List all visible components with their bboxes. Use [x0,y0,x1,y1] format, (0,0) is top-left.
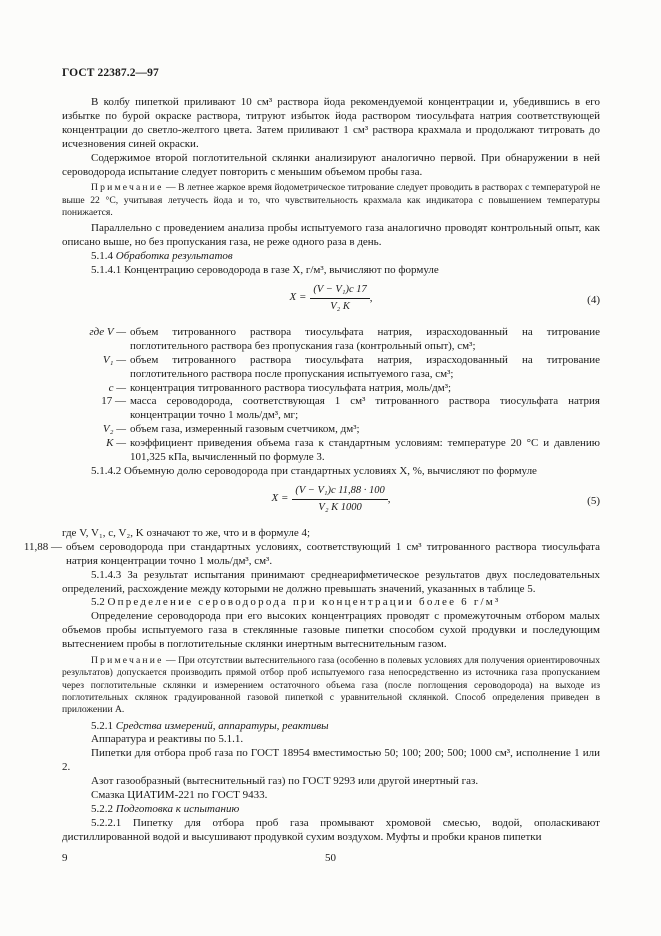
paragraph: Параллельно с проведением анализа пробы испытуемого газа аналогично проводят контрольный опыт, как описано выше, но без пропускания газа, не реже одного раза в день. [62,222,600,249]
note-label: Примечание [91,655,164,667]
definition-text: объем титрованного раствора тиосульфата натрия, израсходованный на титрование поглотительного раствора после пропускания испытуемого газа, см³; [130,353,600,380]
formula-lhs: X = [289,291,307,304]
definition-symbol: где V — [89,325,126,338]
definition-symbol: c — [108,381,126,394]
note [62,182,600,219]
formula-denominator: V₂ K [330,300,350,312]
section-heading [62,250,600,264]
definition-item [62,395,600,423]
definition-symbol: K — [106,437,126,450]
definition-item [62,382,600,396]
formula-4 [62,281,600,325]
formula-tail: , [387,492,391,505]
formula-numerator: (V − V₁)c 17 [310,283,369,299]
section-title: Обработка результатов [115,250,233,263]
paragraph: Содержимое второй поглотительной склянки анализируют аналогично первой. При обнаружении в ней сероводорода испытание следует повторить с меньшим объемом пробы газа. [62,151,600,178]
page-body [23,96,600,845]
section-heading [62,596,600,610]
definition-symbol: 11,88 — [23,540,62,553]
paragraph: 5.1.4.1 Концентрацию сероводорода в газе X, г/м³, вычисляют по формуле [91,264,439,277]
definition-item [62,354,600,382]
paragraph: 5.1.4.3 За результат испытания принимают среднеарифметическое результатов двух последовательных определений, расхождение между которыми не должно превышать значений, указанных в таблице 5. [62,568,600,595]
formula-5 [62,482,600,526]
formula-tail: , [369,291,373,304]
formula-number: (4) [587,293,600,306]
formula-lhs: X = [271,492,289,505]
paragraph: Азот газообразный (вытеснительный газ) по ГОСТ 9293 или другой инертный газ. [91,775,479,788]
document-code-header: ГОСТ 22387.2—97 [62,67,159,79]
definitions-intro: где V, V₁, c, V₂, K означают то же, что и в формуле 4; [62,526,311,539]
section-heading [62,720,600,734]
formula-number: (5) [587,494,600,507]
note-label: Примечание [91,182,164,194]
section-heading [62,803,600,817]
definition-text: объем газа, измеренный газовым счетчиком, дм³; [130,423,360,436]
definition-item [0,541,600,569]
paragraph: 5.1.4.2 Объемную долю сероводорода при стандартных условиях X, %, вычисляют по формуле [91,465,537,478]
definition-text: масса сероводорода, соответствующая 1 см³ титрованного раствора тиосульфата натрия концентрации точно 1 моль/дм³, мг; [130,395,600,422]
definition-symbol: 17 — [101,395,126,408]
section-title: Средства измерений, аппаратуры, реактивы [115,719,329,732]
definition-item [62,423,600,437]
page-number: 50 [325,852,336,864]
definition-symbol: V₂ — [102,423,126,436]
section-number: 5.2.2 [91,803,116,815]
section-title: Подготовка к испытанию [115,803,240,815]
section-number: 5.2.1 [91,719,116,732]
paragraph: Смазка ЦИАТИМ-221 по ГОСТ 9433. [91,789,268,802]
definition-item [62,437,600,465]
definition-item [62,326,600,354]
definition-text: коэффициент приведения объема газа к стандартным условиям: температуре 20 °С и давлению 101,325 кПа, вычисленный по формуле 3. [130,437,600,464]
footer-mark: 9 [62,852,68,864]
note-text: — При отсутствии вытеснительного газа (особенно в полевых условиях для получения ориентировочных результатов) допускается производить прямой отбор проб испытуемого газа непосредственно из источника газа пропусканием через поглотительные склянки и измерением остаточного объема газа (после поглощения сероводорода) на выходе из поглотительных склянок градуированной газовой пипеткой с уравнительной склянкой. Способ определения приведен в приложении А. [62,655,600,716]
paragraph: Определение сероводорода при его высоких концентрациях проводят с промежуточным отбором малых объемов пробы испытуемого газа в стеклянные газовые пипетки способом сухой продувки и последующим вытеснением пробы в поглотительные склянки инертным вытеснительным газом. [62,610,600,651]
formula-fraction [292,484,387,515]
paragraph: Пипетки для отбора проб газа по ГОСТ 18954 вместимостью 50; 100; 200; 500; 1000 см³, исполнение 1 или 2. [62,747,600,774]
definitions-list [62,326,600,465]
definition-symbol: V₁ — [102,353,126,366]
formula-numerator: (V − V₁)c 11,88 · 100 [292,484,387,500]
paragraph: В колбу пипеткой приливают 10 см³ раствора йода рекомендуемой концентрации и, убедившись в его избытке по бурой окраске раствора, титруют избыток йода раствором тиосульфата натрия соответствующей концентрации до светло-желтого цвета. Затем приливают 1 см³ раствора крахмала и продолжают титровать до исчезновения синей окраски. [62,96,600,150]
note [62,655,600,716]
formula-denominator: V₂ K 1000 [318,501,362,513]
section-title: Определение сероводорода при концентрации более 6 г/м³ [107,596,501,609]
definition-text: объем сероводорода при стандартных условиях, соответствующий 1 см³ титрованного раствора тиосульфата натрия концентрации точно 1 моль/дм³, см³. [66,540,600,567]
section-number: 5.2 [91,596,108,609]
paragraph: 5.2.2.1 Пипетку для отбора проб газа промывают хромовой смесью, водой, ополаскивают дистиллированной водой и высушивают продувкой сухим воздухом. Муфты и пробки кранов пипетки [62,816,600,843]
formula-fraction [310,283,369,314]
definition-text: объем титрованного раствора тиосульфата натрия, израсходованный на титрование поглотительного раствора без пропускания газа (контрольный опыт), см³; [130,325,600,352]
section-number: 5.1.4 [91,250,116,263]
note-text: — В летнее жаркое время йодометрическое титрование следует проводить в растворах с температурой не выше 22 °С, учитывая летучесть йода и то, что чувствительность крахмала как индикатора с повышением температуры понижается. [62,182,600,219]
definition-text: концентрация титрованного раствора тиосульфата натрия, моль/дм³; [130,381,452,394]
paragraph: Аппаратура и реактивы по 5.1.1. [91,733,244,746]
